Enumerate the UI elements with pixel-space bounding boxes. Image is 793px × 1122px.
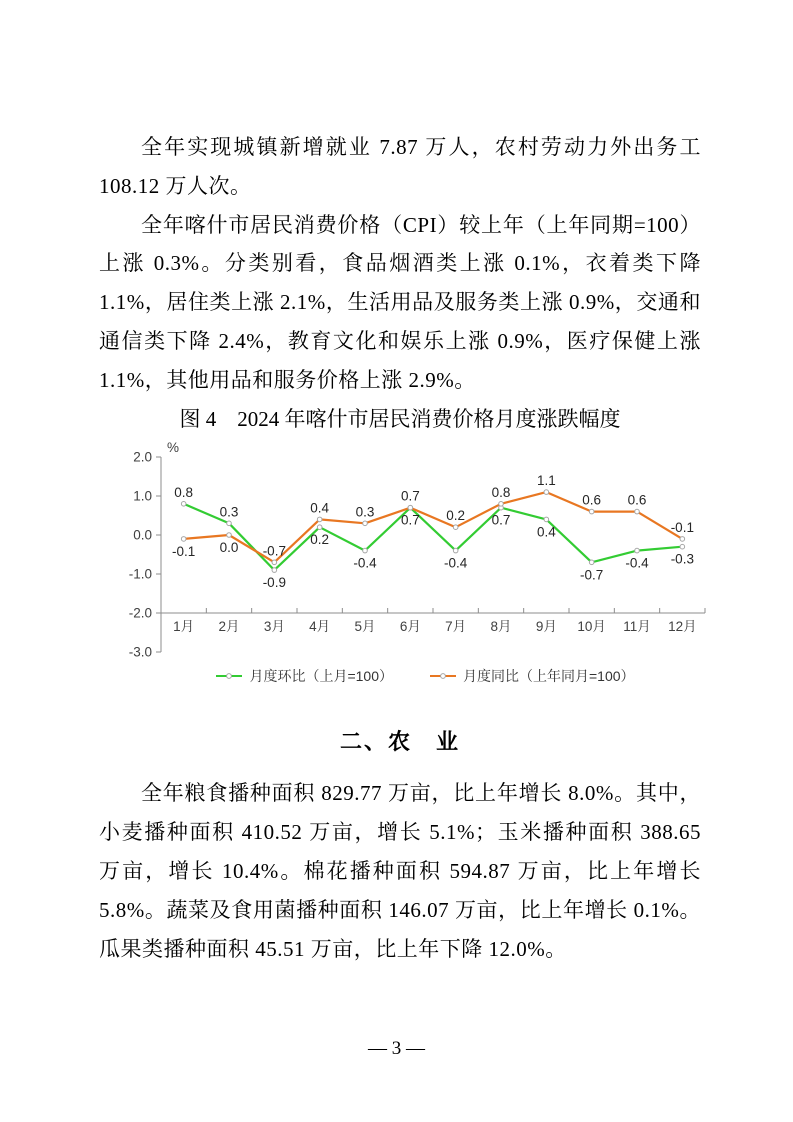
legend-marker-green-icon (215, 671, 243, 681)
paragraph-employment: 全年实现城镇新增就业 7.87 万人，农村劳动力外出务工 108.12 万人次。 (99, 135, 701, 198)
svg-text:11月: 11月 (623, 619, 651, 635)
svg-text:2月: 2月 (218, 619, 240, 635)
svg-text:12月: 12月 (668, 619, 697, 635)
svg-text:-0.4: -0.4 (625, 555, 649, 571)
chart-legend (115, 666, 735, 686)
svg-text:1.1: 1.1 (536, 473, 556, 489)
svg-text:1.0: 1.0 (133, 488, 152, 504)
svg-text:0.6: 0.6 (582, 492, 602, 508)
svg-text:-0.4: -0.4 (353, 555, 377, 571)
svg-text:-0.7: -0.7 (262, 543, 286, 559)
svg-text:4月: 4月 (309, 619, 331, 635)
svg-text:0.2: 0.2 (446, 508, 466, 524)
svg-text:-0.7: -0.7 (580, 567, 604, 583)
svg-text:1月: 1月 (173, 619, 195, 635)
svg-text:0.7: 0.7 (400, 513, 420, 529)
svg-text:-0.1: -0.1 (172, 544, 196, 560)
svg-text:0.4: 0.4 (536, 524, 556, 540)
cpi-line-chart (115, 442, 735, 664)
svg-text:-0.3: -0.3 (670, 552, 694, 568)
svg-text:0.3: 0.3 (219, 504, 239, 520)
legend-label-yoy: 月度同比（上年同月=100） (463, 668, 635, 685)
svg-text:9月: 9月 (535, 619, 557, 635)
svg-text:0.7: 0.7 (400, 489, 420, 505)
svg-text:-1.0: -1.0 (128, 566, 152, 582)
svg-text:8月: 8月 (490, 619, 512, 635)
svg-text:5月: 5月 (354, 619, 376, 635)
svg-text:10月: 10月 (577, 619, 606, 635)
svg-text:0.2: 0.2 (310, 532, 330, 548)
svg-text:0.6: 0.6 (627, 492, 647, 508)
svg-text:0.4: 0.4 (310, 500, 330, 516)
svg-text:-0.1: -0.1 (670, 520, 694, 536)
legend-item-mom (215, 666, 393, 686)
svg-text:-0.4: -0.4 (444, 555, 468, 571)
legend-marker-orange-icon (429, 671, 457, 681)
paragraph-agriculture: 全年粮食播种面积 829.77 万亩，比上年增长 8.0%。其中，小麦播种面积 410.52 万亩，增长 5.1%；玉米播种面积 388.65 万亩，增长 10.4%。棉花播种面积 594.87 万亩，比上年增长 5.8%。蔬菜及食用菌播种面积 146.07 万亩，比上年增长 0.1%。瓜果类播种面积 45.51 万亩，比上年下降 12.0%。 (99, 781, 701, 961)
svg-text:7月: 7月 (445, 619, 467, 635)
svg-text:%: % (167, 442, 180, 456)
svg-text:-3.0: -3.0 (128, 644, 152, 660)
svg-text:2.0: 2.0 (133, 449, 152, 465)
section-heading-agriculture: 二、农 业 (339, 729, 460, 755)
svg-text:-0.9: -0.9 (262, 575, 286, 591)
svg-text:-2.0: -2.0 (128, 605, 152, 621)
svg-text:6月: 6月 (399, 619, 421, 635)
svg-text:0.0: 0.0 (133, 527, 152, 543)
svg-text:0.8: 0.8 (491, 485, 511, 501)
page-number: — 3 — (368, 1038, 425, 1059)
page-content (99, 128, 701, 968)
legend-label-mom: 月度环比（上月=100） (249, 668, 393, 685)
svg-text:3月: 3月 (263, 619, 285, 635)
svg-text:0.3: 0.3 (355, 504, 375, 520)
svg-text:0.7: 0.7 (491, 513, 511, 529)
svg-text:0.0: 0.0 (219, 540, 239, 556)
figure-4-chart-block (115, 442, 735, 686)
figure-4-caption: 图 4 2024 年喀什市居民消费价格月度涨跌幅度 (179, 406, 621, 431)
paragraph-cpi: 全年喀什市居民消费价格（CPI）较上年（上年同期=100）上涨 0.3%。分类别看，食品烟酒类上涨 0.1%，衣着类下降 1.1%，居住类上涨 2.1%，生活用品及服务类上涨 0.9%，交通和通信类下降 2.4%，教育文化和娱乐上涨 0.9%，医疗保健上涨 1.1%，其他用品和服务价格上涨 2.9%。 (99, 212, 701, 392)
legend-item-yoy (429, 666, 635, 686)
svg-text:0.8: 0.8 (174, 485, 194, 501)
